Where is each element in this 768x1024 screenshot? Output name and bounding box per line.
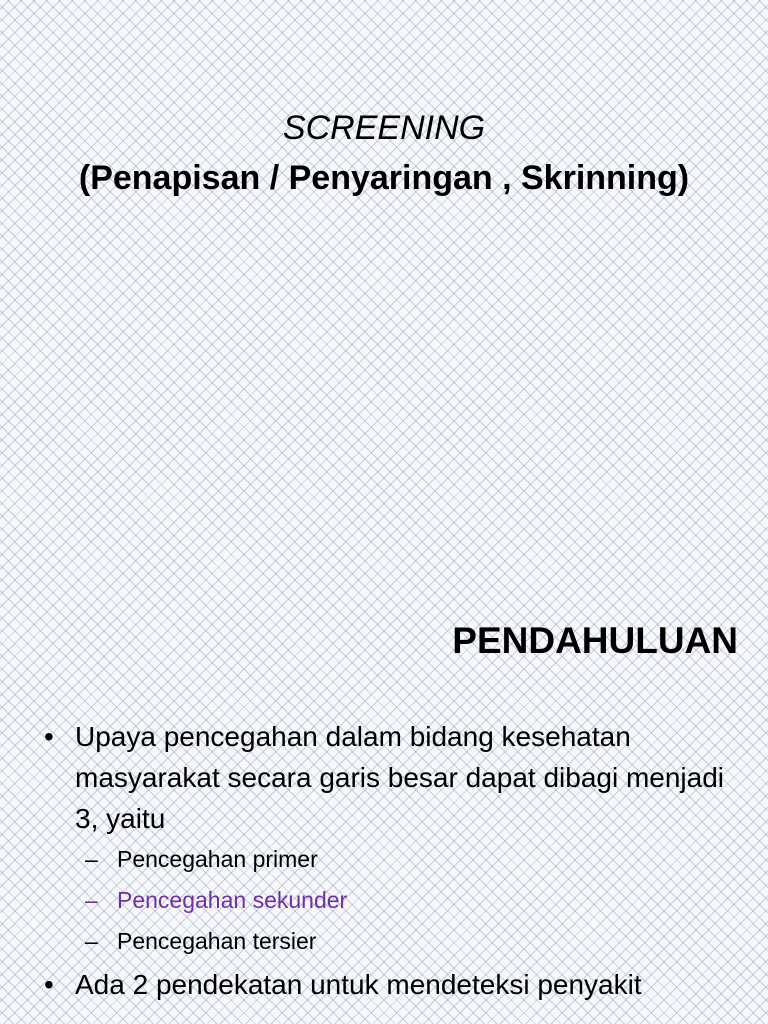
bullet-item xyxy=(44,964,744,1005)
sub-item-sekunder xyxy=(85,880,744,921)
content-slide xyxy=(0,576,768,1024)
sub-item-text: Pencegahan tersier xyxy=(117,928,317,954)
sub-item-tersier xyxy=(85,921,744,962)
bullet-text: Upaya pencegahan dalam bidang kesehatan masyarakat secara garis besar dapat dibagi menjadi 3, yaitu xyxy=(75,721,725,834)
bullet-list xyxy=(44,716,744,1005)
sub-bullet-list xyxy=(75,839,744,962)
dash-marker: – xyxy=(85,887,98,913)
bullet-text: Ada 2 pendekatan untuk mendeteksi penyakit xyxy=(75,969,642,1000)
section-heading: PENDAHULUAN xyxy=(452,620,738,661)
bullet-marker: • xyxy=(44,969,54,1000)
slide-title xyxy=(0,103,768,203)
bullet-marker: • xyxy=(44,721,54,752)
sub-item-primer xyxy=(85,839,744,880)
sub-item-text: Pencegahan primer xyxy=(117,846,318,872)
dash-marker: – xyxy=(85,928,98,954)
bullet-item xyxy=(44,716,744,962)
sub-item-text: Pencegahan sekunder xyxy=(117,887,348,913)
title-main: SCREENING xyxy=(282,109,486,147)
dash-marker: – xyxy=(85,846,98,872)
title-subtitle: (Penapisan / Penyaringan , Skrinning) xyxy=(78,159,690,197)
